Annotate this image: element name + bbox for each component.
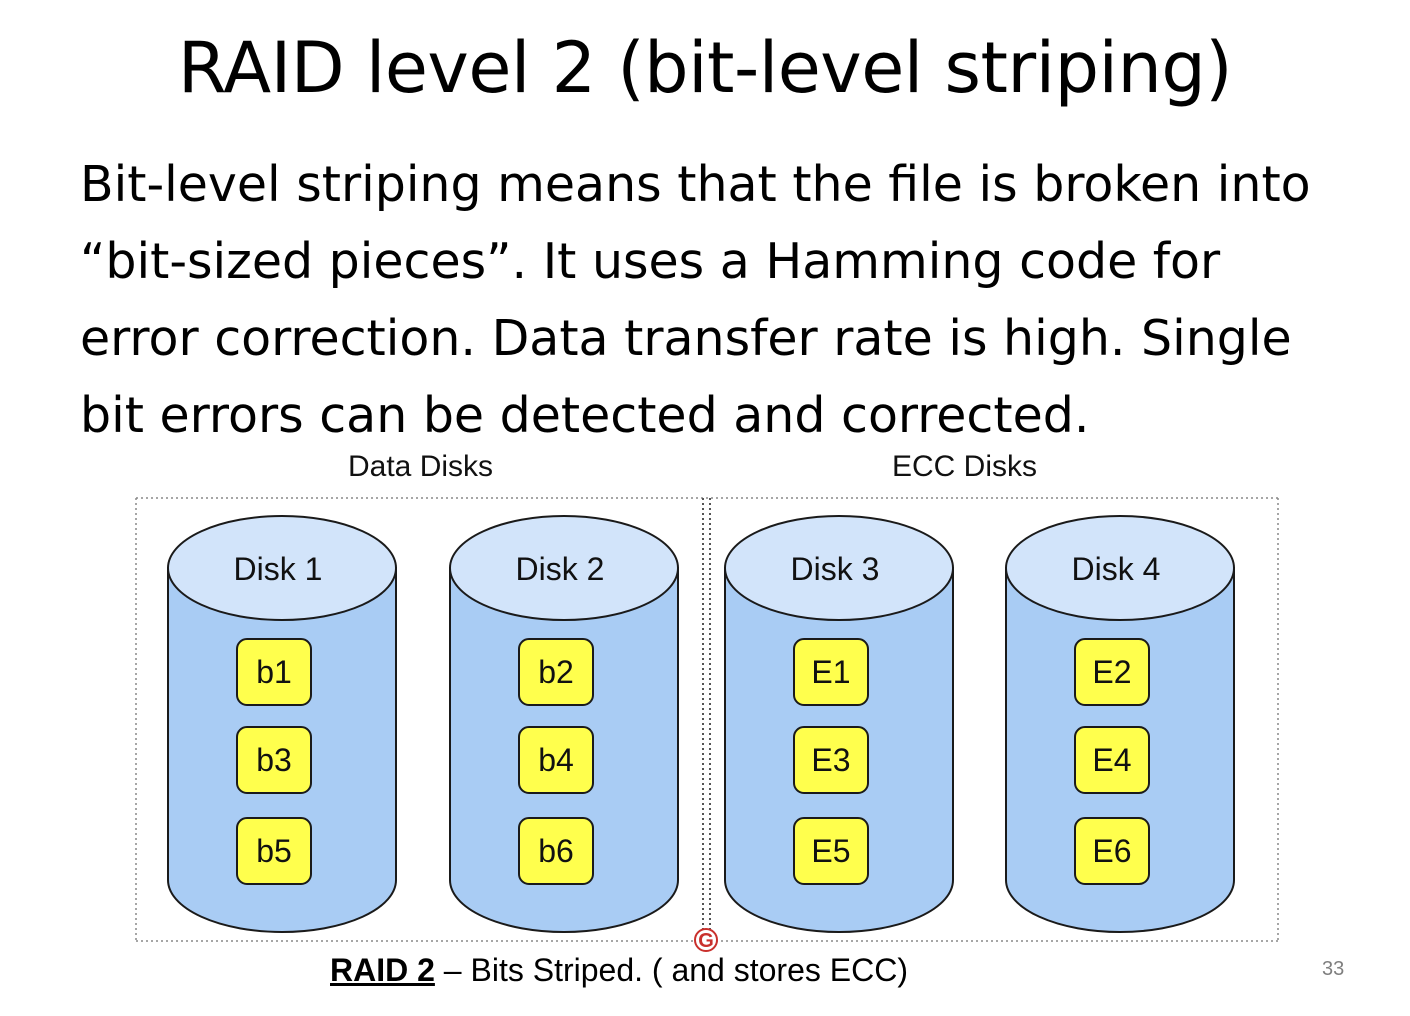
disk-1: [168, 516, 396, 932]
group-divider: [703, 498, 710, 935]
data-block-label: b4: [538, 742, 574, 778]
caption-description: – Bits Striped. ( and stores ECC): [434, 952, 908, 988]
slide-title: RAID level 2 (bit-level striping): [177, 27, 1233, 109]
disk-label: Disk 2: [515, 551, 605, 587]
disk-label: Disk 3: [790, 551, 880, 587]
data-block-label: E6: [1092, 833, 1132, 869]
data-block-label: E4: [1092, 742, 1132, 778]
diagram-caption: [330, 952, 908, 989]
data-disks-label: Data Disks: [348, 450, 494, 483]
data-block-label: E3: [811, 742, 851, 778]
data-block-label: b1: [256, 654, 292, 690]
disk-2: [450, 516, 678, 932]
caption-raid2: RAID 2: [330, 952, 435, 988]
page-number: 33: [1322, 958, 1345, 980]
data-block-label: b2: [538, 654, 574, 690]
disk-label: Disk 1: [233, 551, 323, 587]
data-block-label: b5: [256, 833, 292, 869]
ecc-disks-label: ECC Disks: [892, 450, 1038, 483]
data-block-label: E1: [811, 654, 851, 690]
disk-3: [725, 516, 953, 932]
disk-label: Disk 4: [1071, 551, 1161, 587]
data-block-label: b3: [256, 742, 292, 778]
data-block-label: E5: [811, 833, 851, 869]
g-logo-letter: G: [698, 930, 714, 952]
data-block-label: b6: [538, 833, 574, 869]
g-logo-icon: [695, 929, 717, 952]
data-block-label: E2: [1092, 654, 1132, 690]
disk-4: [1006, 516, 1234, 932]
slide-body-text: Bit-level striping means that the file is broken into “bit-sized pieces”. It uses a Hamming code for error correction. Data transfer rate is high. Single bit errors can be detected and corrected.: [80, 156, 1311, 444]
